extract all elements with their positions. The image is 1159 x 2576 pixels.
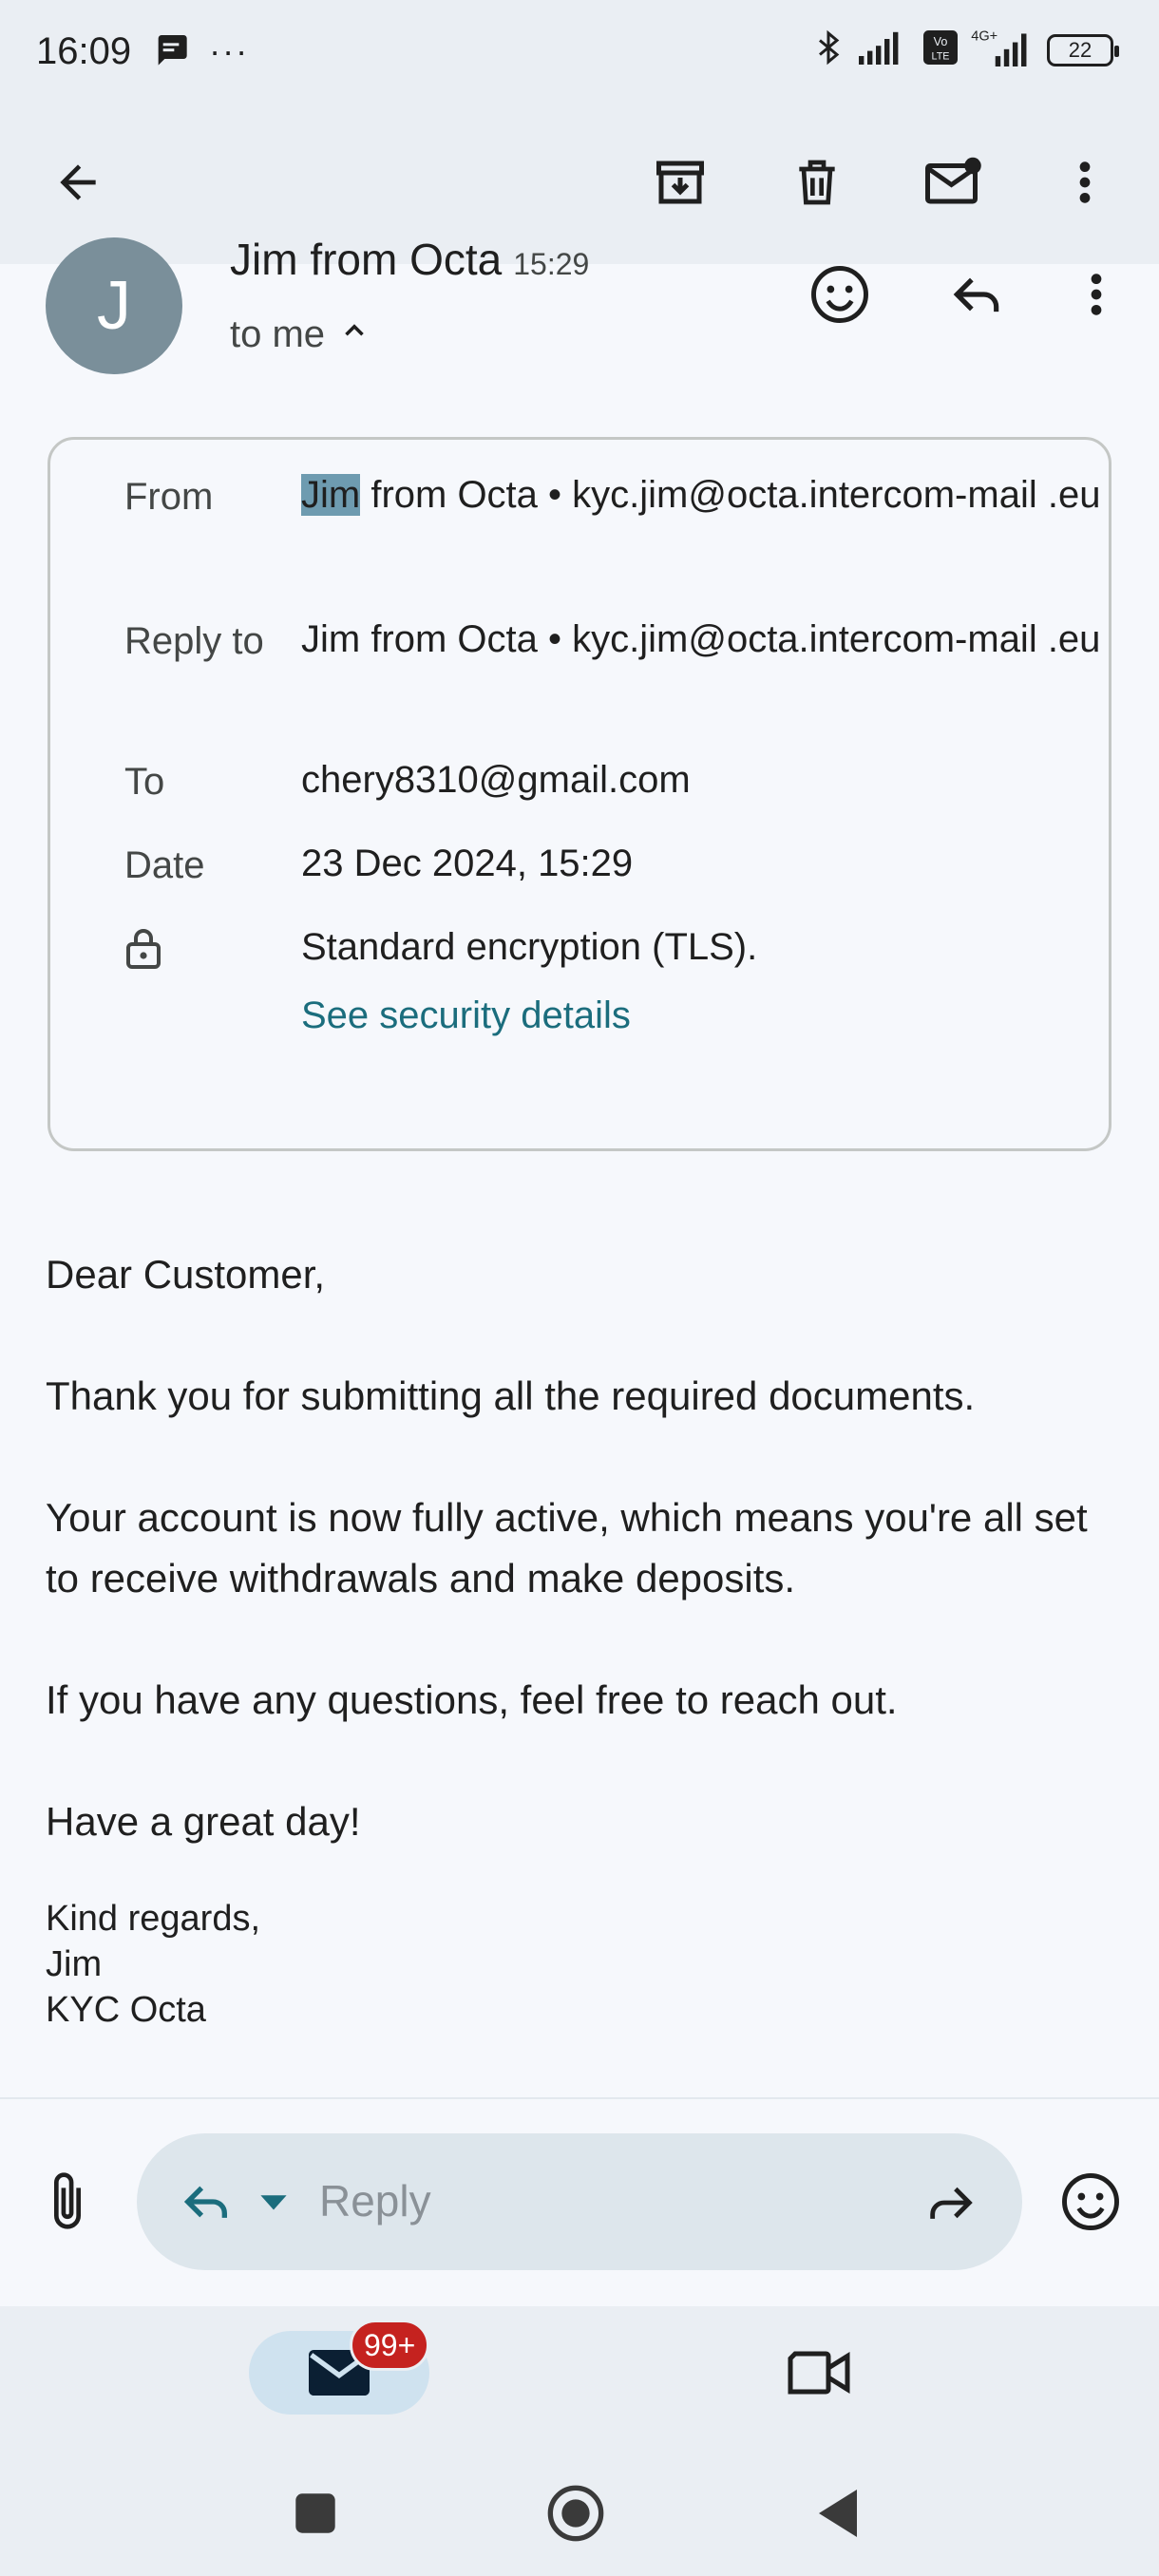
battery-icon: 22 [1047, 34, 1113, 66]
recents-button[interactable] [276, 2473, 355, 2553]
status-time: 16:09 [36, 29, 132, 72]
volte-icon [923, 30, 958, 69]
bluetooth-icon [811, 27, 846, 73]
recipient-toggle[interactable] [230, 313, 370, 356]
mark-unread-icon[interactable] [914, 142, 994, 222]
caret-down-icon[interactable] [253, 2183, 294, 2221]
sender-name: Jim from Octa [230, 235, 503, 284]
reply-icon[interactable] [937, 255, 1016, 334]
signature-line: Jim [46, 1944, 103, 1984]
lock-icon [124, 924, 162, 981]
date-label: Date [124, 844, 205, 886]
forward-icon[interactable] [918, 2169, 984, 2236]
selected-text[interactable]: Jim [301, 474, 361, 516]
signature [46, 1896, 260, 2033]
from-value [301, 464, 1118, 525]
date-value: 23 Dec 2024, 15:29 [301, 843, 634, 884]
4g-signal-icon [971, 28, 1034, 71]
to-value: chery8310@gmail.com [301, 759, 691, 801]
status-icons [811, 27, 1113, 73]
more-notifications-icon: ··· [209, 31, 250, 70]
body-paragraph-2: Your account is now fully active, which means you're all set to receive withdrawals and make deposits. [46, 1495, 1088, 1601]
svg-text:LTE: LTE [931, 50, 950, 63]
status-bar [0, 0, 1159, 103]
svg-text:4G+: 4G+ [971, 28, 998, 45]
from-address: from Octa • kyc.jim@octa.intercom-mail .eu [360, 474, 1101, 516]
message-icon [152, 30, 190, 73]
encryption-info: Standard encryption (TLS). [301, 926, 758, 968]
body-paragraph-3: If you have any questions, feel free to reach out. [46, 1677, 898, 1722]
reply-to-label: Reply to [124, 620, 264, 662]
message-more-icon[interactable] [1056, 255, 1136, 334]
body-paragraph-1: Thank you for submitting all the required documents. [46, 1373, 976, 1418]
attachment-icon[interactable] [34, 2162, 101, 2242]
more-vert-icon[interactable] [1045, 142, 1125, 222]
meet-video-icon[interactable] [781, 2342, 857, 2403]
from-label: From [124, 476, 214, 518]
sender-line [230, 234, 589, 285]
recipient-label: to me [230, 313, 326, 355]
svg-text:Vo: Vo [933, 35, 948, 49]
emoji-reaction-icon[interactable] [800, 255, 880, 334]
body-paragraph-4: Have a great day! [46, 1799, 361, 1844]
emoji-icon[interactable] [1054, 2166, 1127, 2238]
body-greeting: Dear Customer, [46, 1252, 326, 1297]
trash-icon[interactable] [777, 142, 857, 222]
back-button[interactable] [798, 2473, 878, 2553]
reply-mode-icon[interactable] [175, 2168, 238, 2236]
chevron-up-icon [338, 313, 370, 356]
avatar[interactable]: J [46, 237, 182, 374]
security-details-link[interactable]: See security details [301, 994, 631, 1036]
home-button[interactable] [536, 2473, 616, 2553]
message-details-panel [48, 437, 1112, 1151]
reply-input[interactable]: Reply [319, 2176, 431, 2226]
signal-icon [859, 30, 910, 69]
reply-to-value: Jim from Octa • kyc.jim@octa.intercom-mail .eu [301, 618, 1101, 660]
archive-icon[interactable] [640, 142, 720, 222]
signature-line: Kind regards, [46, 1899, 261, 1939]
sent-time: 15:29 [513, 247, 590, 281]
unread-badge: 99+ [350, 2320, 429, 2371]
back-arrow-icon[interactable] [38, 142, 118, 222]
to-label: To [124, 761, 165, 803]
signature-line: KYC Octa [46, 1990, 206, 2030]
